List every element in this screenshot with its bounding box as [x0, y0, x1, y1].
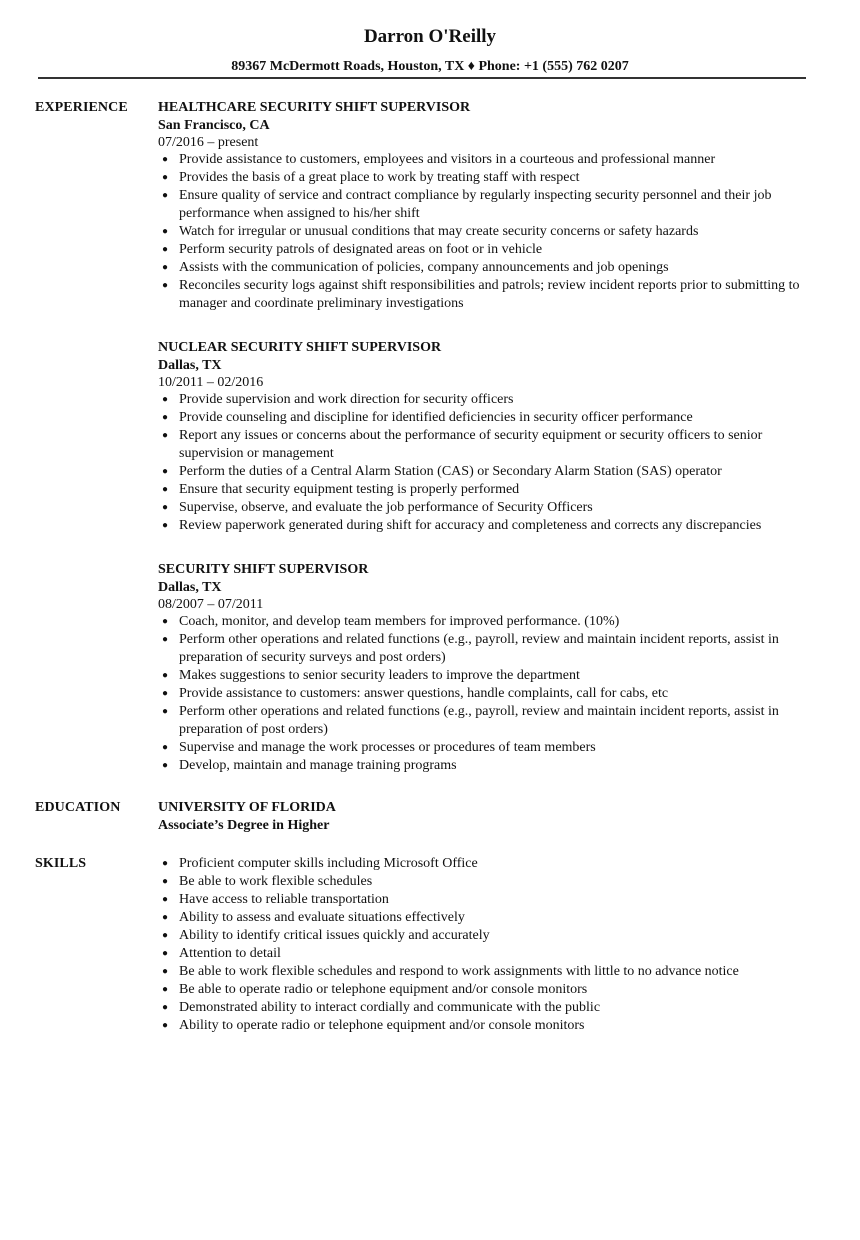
skills-heading: SKILLS [35, 856, 87, 871]
job-entry [158, 99, 808, 313]
bullet-dot-icon: ● [162, 876, 169, 887]
education-body [158, 799, 808, 835]
bullet-text: Perform other operations and related functions (e.g., payroll, review and maintain incident reports, assist in preparation of security surveys and post orders) [179, 632, 779, 665]
job-duties [158, 613, 808, 775]
bullet-dot-icon: ● [162, 948, 169, 959]
bullet-text: Be able to work flexible schedules and respond to work assignments with little to no advance notice [179, 964, 739, 979]
bullet-item [158, 613, 808, 631]
bullet-text: Be able to work flexible schedules [179, 874, 373, 889]
bullet-dot-icon: ● [162, 984, 169, 995]
bullet-item [158, 427, 808, 463]
bullet-text: Ensure that security equipment testing is properly performed [179, 482, 520, 497]
bullet-dot-icon: ● [162, 280, 169, 291]
degree: Associate’s Degree in Higher [158, 818, 330, 833]
bullet-text: Have access to reliable transportation [179, 892, 389, 907]
job-entry [158, 339, 808, 535]
bullet-text: Coach, monitor, and develop team members for improved performance. (10%) [179, 614, 620, 629]
bullet-text: Perform other operations and related functions (e.g., payroll, review and maintain incident reports, assist in preparation of post orders) [179, 704, 779, 737]
bullet-text: Ability to identify critical issues quickly and accurately [179, 928, 490, 943]
bullet-item [158, 855, 808, 873]
bullet-text: Makes suggestions to senior security leaders to improve the department [179, 668, 580, 683]
bullet-dot-icon: ● [162, 742, 169, 753]
job-entry [158, 561, 808, 775]
job-dates: 07/2016 – present [158, 135, 259, 150]
bullet-item [158, 187, 808, 223]
bullet-dot-icon: ● [162, 412, 169, 423]
bullet-text: Provides the basis of a great place to work by treating staff with respect [179, 170, 580, 185]
bullet-item [158, 873, 808, 891]
bullet-item [158, 1017, 808, 1035]
bullet-dot-icon: ● [162, 520, 169, 531]
school-name: UNIVERSITY OF FLORIDA [158, 800, 336, 815]
bullet-dot-icon: ● [162, 930, 169, 941]
bullet-text: Provide counseling and discipline for identified deficiencies in security officer performance [179, 410, 693, 425]
bullet-text: Ability to operate radio or telephone equipment and/or console monitors [179, 1018, 585, 1033]
bullet-dot-icon: ● [162, 634, 169, 645]
bullet-text: Attention to detail [179, 946, 281, 961]
bullet-item [158, 909, 808, 927]
bullet-text: Supervise, observe, and evaluate the job performance of Security Officers [179, 500, 593, 515]
bullet-item [158, 151, 808, 169]
bullet-text: Perform the duties of a Central Alarm Station (CAS) or Secondary Alarm Station (SAS) operator [179, 464, 722, 479]
bullet-item [158, 517, 808, 535]
bullet-dot-icon: ● [162, 858, 169, 869]
bullet-dot-icon: ● [162, 760, 169, 771]
bullet-item [158, 927, 808, 945]
bullet-dot-icon: ● [162, 262, 169, 273]
bullet-dot-icon: ● [162, 1002, 169, 1013]
bullet-text: Assists with the communication of policies, company announcements and job openings [179, 260, 669, 275]
bullet-text: Proficient computer skills including Microsoft Office [179, 856, 478, 871]
bullet-dot-icon: ● [162, 966, 169, 977]
job-duties [158, 391, 808, 535]
bullet-item [158, 963, 808, 981]
bullet-item [158, 499, 808, 517]
bullet-item [158, 481, 808, 499]
bullet-item [158, 169, 808, 187]
bullet-item [158, 223, 808, 241]
job-location: San Francisco, CA [158, 118, 270, 133]
bullet-text: Watch for irregular or unusual conditions that may create security concerns or safety hazards [179, 224, 699, 239]
bullet-dot-icon: ● [162, 172, 169, 183]
header-divider [38, 77, 806, 79]
bullet-item [158, 945, 808, 963]
bullet-dot-icon: ● [162, 226, 169, 237]
bullet-dot-icon: ● [162, 190, 169, 201]
bullet-text: Ensure quality of service and contract compliance by regularly inspecting security personnel and their job performance when assigned to his/her shift [179, 188, 772, 221]
bullet-text: Provide supervision and work direction for security officers [179, 392, 514, 407]
bullet-dot-icon: ● [162, 912, 169, 923]
bullet-item [158, 891, 808, 909]
bullet-text: Ability to assess and evaluate situations effectively [179, 910, 465, 925]
bullet-dot-icon: ● [162, 670, 169, 681]
bullet-text: Supervise and manage the work processes or procedures of team members [179, 740, 596, 755]
bullet-dot-icon: ● [162, 244, 169, 255]
bullet-item [158, 241, 808, 259]
experience-jobs [158, 99, 808, 775]
experience-heading: EXPERIENCE [35, 100, 128, 115]
bullet-text: Reconciles security logs against shift responsibilities and patrols; review incident reports prior to submitting to manager and coordinate preliminary investigations [179, 278, 800, 311]
bullet-dot-icon: ● [162, 430, 169, 441]
contact-line: 89367 McDermott Roads, Houston, TX ♦ Phone: +1 (555) 762 0207 [231, 59, 629, 74]
candidate-name: Darron O'Reilly [363, 26, 497, 47]
bullet-dot-icon: ● [162, 688, 169, 699]
skills-body [158, 855, 808, 1035]
bullet-dot-icon: ● [162, 154, 169, 165]
bullet-text: Perform security patrols of designated areas on foot or in vehicle [179, 242, 543, 257]
bullet-text: Be able to operate radio or telephone equipment and/or console monitors [179, 982, 588, 997]
bullet-item [158, 685, 808, 703]
bullet-item [158, 757, 808, 775]
bullet-dot-icon: ● [162, 1020, 169, 1031]
bullet-dot-icon: ● [162, 616, 169, 627]
job-title: NUCLEAR SECURITY SHIFT SUPERVISOR [158, 340, 442, 355]
bullet-item [158, 391, 808, 409]
bullet-dot-icon: ● [162, 394, 169, 405]
bullet-item [158, 259, 808, 277]
bullet-dot-icon: ● [162, 484, 169, 495]
bullet-text: Provide assistance to customers: answer questions, handle complaints, call for cabs, etc [179, 686, 669, 701]
bullet-item [158, 981, 808, 999]
bullet-item [158, 409, 808, 427]
bullet-item [158, 463, 808, 481]
bullet-item [158, 631, 808, 667]
bullet-text: Demonstrated ability to interact cordially and communicate with the public [179, 1000, 601, 1015]
job-title: HEALTHCARE SECURITY SHIFT SUPERVISOR [158, 100, 471, 115]
bullet-dot-icon: ● [162, 502, 169, 513]
bullet-text: Develop, maintain and manage training programs [179, 758, 457, 773]
education-heading: EDUCATION [35, 800, 121, 815]
bullet-item [158, 703, 808, 739]
job-duties [158, 151, 808, 313]
bullet-item [158, 999, 808, 1017]
job-location: Dallas, TX [158, 580, 222, 595]
job-dates: 10/2011 – 02/2016 [158, 375, 264, 390]
bullet-dot-icon: ● [162, 706, 169, 717]
bullet-item [158, 739, 808, 757]
bullet-dot-icon: ● [162, 466, 169, 477]
bullet-item [158, 277, 808, 313]
job-dates: 08/2007 – 07/2011 [158, 597, 264, 612]
bullet-item [158, 667, 808, 685]
bullet-text: Provide assistance to customers, employees and visitors in a courteous and professional manner [179, 152, 716, 167]
job-title: SECURITY SHIFT SUPERVISOR [158, 562, 369, 577]
skills-list [158, 855, 808, 1035]
bullet-dot-icon: ● [162, 894, 169, 905]
bullet-text: Report any issues or concerns about the performance of security equipment or security officers to senior supervision or management [179, 428, 763, 461]
job-location: Dallas, TX [158, 358, 222, 373]
bullet-text: Review paperwork generated during shift for accuracy and completeness and corrects any discrepancies [179, 518, 762, 533]
